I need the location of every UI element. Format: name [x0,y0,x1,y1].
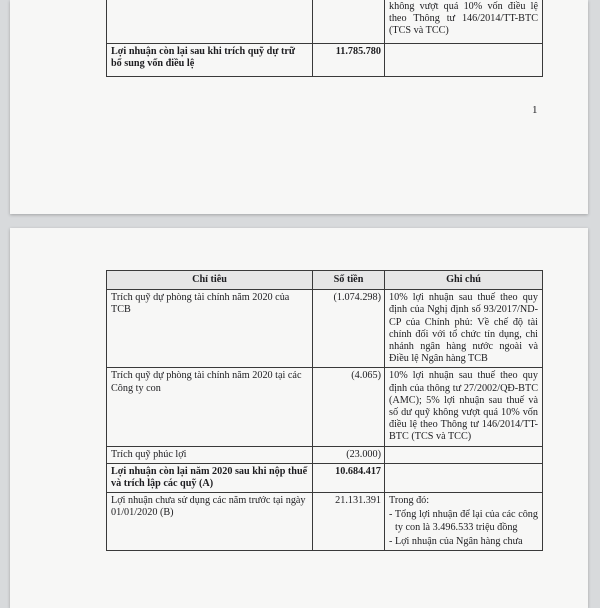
row-note [385,44,543,77]
row-label: Trích quỹ dự phòng tài chính năm 2020 tại các Công ty con [107,368,313,446]
table-header-row [107,271,543,290]
note-list-item: - Tổng lợi nhuận để lại của các công ty con là 3.496.533 triệu đồng [389,509,538,533]
row-label: Trích quỹ phúc lợi [107,446,313,463]
page-number: 1 [532,104,538,116]
profit-distribution-table [106,270,543,551]
document-page-1 [10,0,588,214]
note-intro: Trong đó: [389,495,430,507]
row-note: 10% lợi nhuận sau thuế theo quy định của thông tư 27/2002/QĐ-BTC (AMC); 5% lợi nhuận sau thuế và số dư quỹ không vượt quá 10% vốn điều lệ theo Thông tư 146/2014/TT-BTC (TCS và TCC) [385,368,543,446]
table-row [107,0,543,44]
header-indicator: Chỉ tiêu [107,271,313,290]
header-note: Ghi chú [385,271,543,290]
row-note [385,446,543,463]
row-label [107,0,313,44]
row-note [385,493,543,551]
row-label: Lợi nhuận còn lại năm 2020 sau khi nộp thuế và trích lập các quỹ (A) [107,463,313,492]
row-label: Lợi nhuận chưa sử dụng các năm trước tại ngày 01/01/2020 (B) [107,493,313,551]
row-amount: (1.074.298) [313,290,385,368]
row-note: không vượt quá 10% vốn điều lệ theo Thông tư 146/2014/TT-BTC (TCS và TCC) [385,0,543,44]
header-amount: Số tiền [313,271,385,290]
table-row [107,290,543,368]
row-note [385,463,543,492]
row-label: Trích quỹ dự phòng tài chính năm 2020 của TCB [107,290,313,368]
row-amount: (4.065) [313,368,385,446]
row-note: 10% lợi nhuận sau thuế theo quy định của Nghị định số 93/2017/ND-CP của Chính phủ: Về chế độ tài chính đối với tổ chức tín dụng, chi nhánh ngân hàng nước ngoài và Điều lệ Ngân hàng TCB [385,290,543,368]
row-amount: 10.684.417 [313,463,385,492]
table-row [107,446,543,463]
row-label: Lợi nhuận còn lại sau khi trích quỹ dự trữ bổ sung vốn điều lệ [107,44,313,77]
row-amount [313,0,385,44]
table-row [107,368,543,446]
table-row [107,493,543,551]
table-row [107,463,543,492]
row-amount: 21.131.391 [313,493,385,551]
row-amount: 11.785.780 [313,44,385,77]
document-page-2 [10,228,588,608]
row-amount: (23.000) [313,446,385,463]
note-list-item: - Lợi nhuận của Ngân hàng chưa [389,535,523,547]
profit-table-continued [106,0,543,77]
table-row [107,44,543,77]
